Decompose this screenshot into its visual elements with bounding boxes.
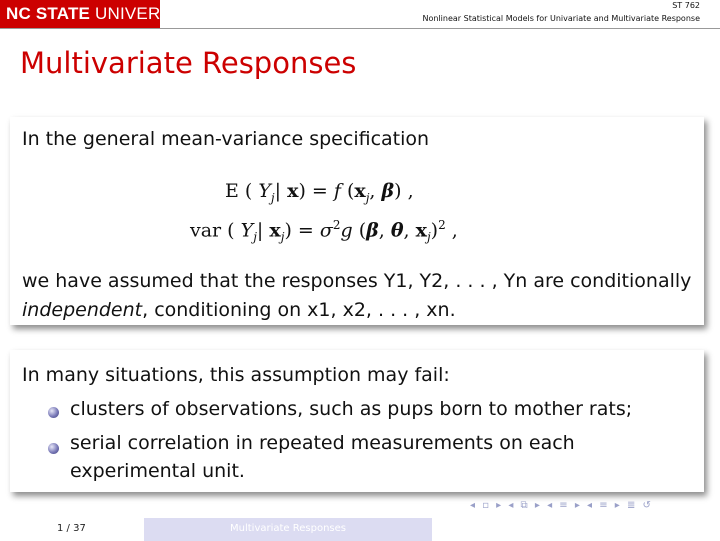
bullet-icon (48, 407, 59, 418)
block1-line2-rest: , conditioning on x1, x2, . . . , xn. (142, 299, 456, 321)
block2-intro: In many situations, this assumption may fail: (22, 364, 450, 386)
course-code: ST 762 (672, 1, 700, 10)
university-logo (0, 0, 200, 28)
logo-rest: UNIVERSITY (90, 4, 200, 23)
block1-line1: we have assumed that the responses Y1, Y2, . . . , Yn are conditionally (22, 270, 692, 292)
block1-intro: In the general mean-variance specification (22, 128, 430, 150)
bullet-1: clusters of observations, such as pups born to mother rats; (70, 398, 633, 420)
bullet-icon (48, 443, 59, 454)
slide-title: Multivariate Responses (20, 46, 357, 80)
page-number: 1 / 37 (57, 523, 86, 534)
bullet-2-line1: serial correlation in repeated measurements on each (70, 432, 575, 454)
equation-mean: E ( $Y_j|$ x) = f ($x_j$, β) , (225, 180, 414, 205)
course-subtitle: Nonlinear Statistical Models for Univariate and Multivariate Response (422, 14, 700, 23)
beamer-navigation-icons[interactable]: ◂ ▫ ▸ ◂ ⧉ ▸ ◂ ≡ ▸ ◂ ≡ ▸ ≣ ↺ (470, 500, 653, 511)
block1-line2 (22, 299, 456, 321)
header-divider (0, 28, 720, 29)
footer-title: Multivariate Responses (230, 523, 346, 534)
equation-variance: var ( $Y_j|$ $x_j) = \sigma^2g$ (β, θ, $x_j)^2$ , (190, 218, 458, 245)
independent-word: independent (22, 299, 143, 321)
bullet-2-line2: experimental unit. (70, 460, 245, 482)
logo-bold: NC STATE (6, 4, 91, 23)
